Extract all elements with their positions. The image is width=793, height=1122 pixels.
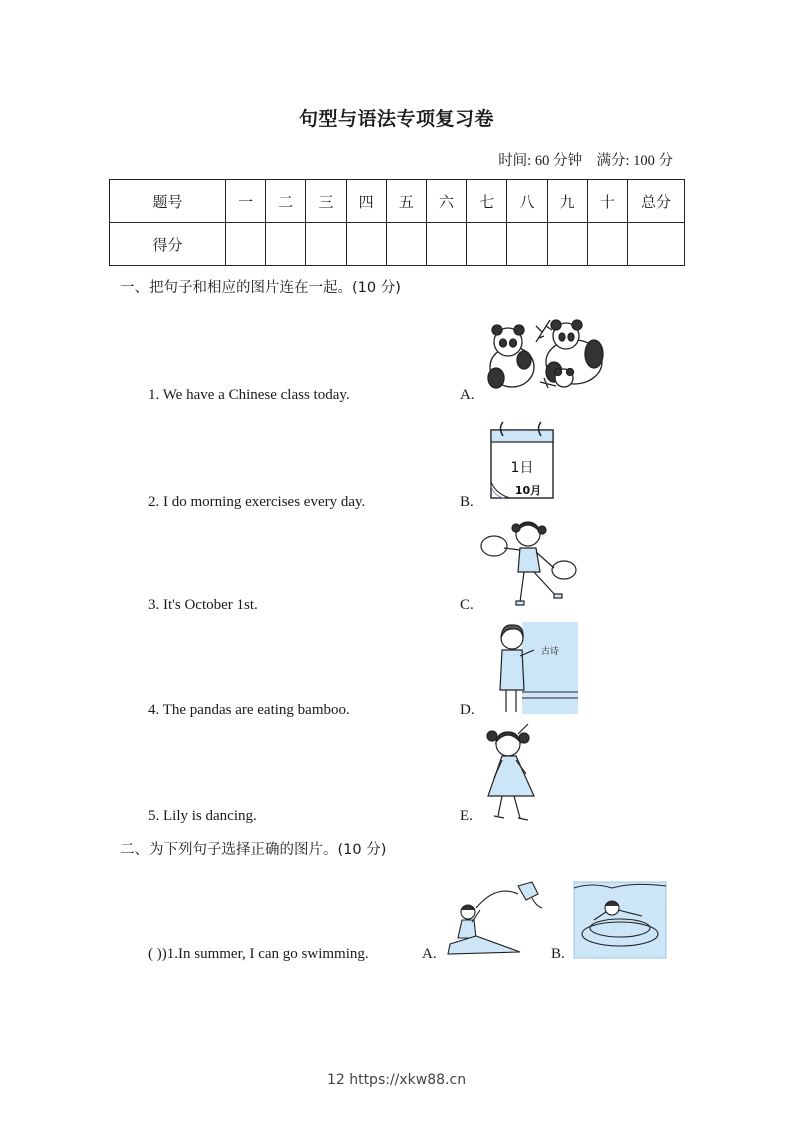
col-3: 三 [306,180,346,223]
section-1-heading: 一、把句子和相应的图片连在一起。(10 分) [120,280,401,296]
question-2: 2. I do morning exercises every day. [148,494,366,510]
option-c-label: C. [460,597,474,613]
score-cell[interactable] [426,223,466,266]
page-footer: 12 https://xkw88.cn [326,1072,467,1088]
score-cell[interactable] [547,223,587,266]
full-score: 满分: 100 分 [596,153,673,169]
score-cell[interactable] [467,223,507,266]
question-3: 3. It's October 1st. [148,597,258,613]
score-cell[interactable] [266,223,306,266]
col-8: 八 [507,180,547,223]
score-cell[interactable] [306,223,346,266]
score-cell[interactable] [226,223,266,266]
section-2-question-1 [148,946,369,963]
section-2-option-b-label: B. [551,946,565,962]
score-cell[interactable] [507,223,547,266]
blackboard-text: 古诗 [540,647,560,657]
chinese-class-image [494,620,580,716]
header-label: 题号 [110,180,226,223]
score-cell[interactable] [628,223,685,266]
girl-exercising-image [480,518,580,610]
option-a-label: A. [460,387,475,403]
calendar-month: 10月 [514,484,542,497]
swimming-image [572,880,668,960]
score-table-header-row [110,180,685,223]
kite-flying-image [446,880,546,956]
score-cell[interactable] [386,223,426,266]
answer-blank[interactable]: ( ) [148,946,162,962]
col-1: 一 [226,180,266,223]
time-limit: 时间: 60 分钟 [498,153,582,169]
exam-meta [498,149,673,170]
pandas-image [484,312,612,396]
page-title: 句型与语法专项复习卷 [298,108,494,130]
col-9: 九 [547,180,587,223]
calendar-image [488,420,556,500]
section-2-option-a-label: A. [422,946,437,962]
score-table-score-row [110,223,685,266]
score-cell[interactable] [587,223,627,266]
score-table [109,179,685,266]
section-2-heading: 二、为下列句子选择正确的图片。(10 分) [120,842,387,858]
calendar-day: 1日 [510,460,534,476]
col-5: 五 [386,180,426,223]
col-7: 七 [467,180,507,223]
col-total: 总分 [628,180,685,223]
col-4: 四 [346,180,386,223]
col-6: 六 [426,180,466,223]
row-label: 得分 [110,223,226,266]
option-e-label: E. [460,808,473,824]
option-d-label: D. [460,702,475,718]
option-b-label: B. [460,494,474,510]
score-cell[interactable] [346,223,386,266]
question-5: 5. Lily is dancing. [148,808,257,824]
girl-dancing-image [478,722,542,824]
question-4: 4. The pandas are eating bamboo. [148,702,350,718]
col-10: 十 [587,180,627,223]
col-2: 二 [266,180,306,223]
question-sentence: )1.In summer, I can go swimming. [161,946,369,962]
question-1: 1. We have a Chinese class today. [148,387,350,403]
